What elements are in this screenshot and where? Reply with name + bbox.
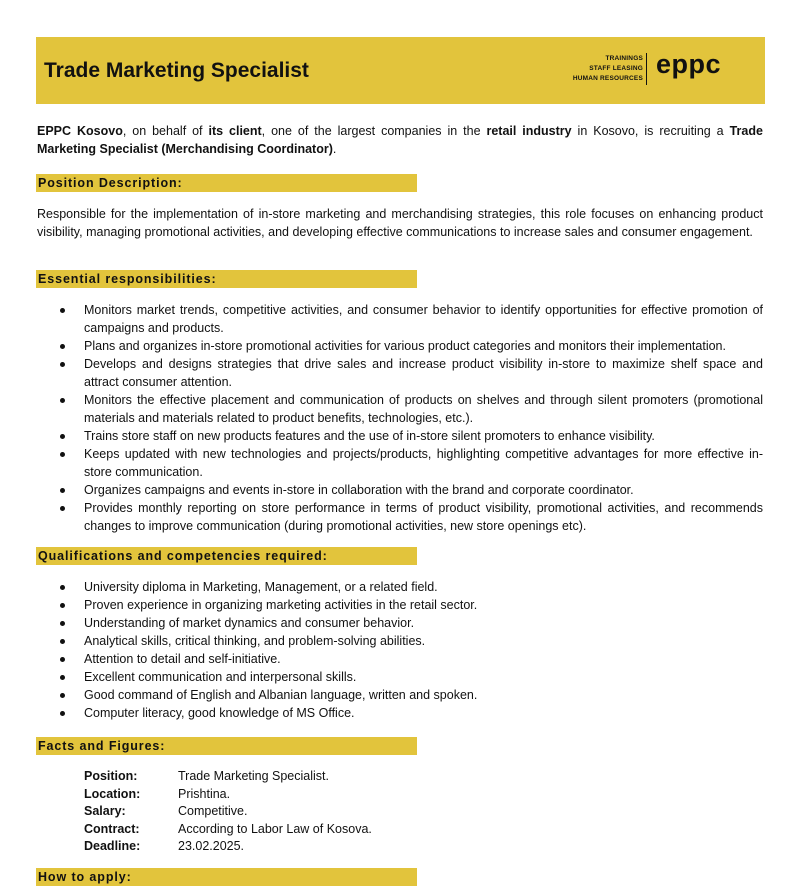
- fact-label: Deadline:: [84, 839, 141, 854]
- intro-text-4: .: [332, 142, 337, 156]
- fact-label: Position:: [84, 769, 138, 783]
- list-item: Plans and organizes in-store promotional activities for various product categories and monitors their implementation.: [37, 337, 763, 355]
- section-how-to-apply: How to apply:: [36, 868, 417, 886]
- fact-value: Prishtina.: [178, 786, 231, 801]
- list-item: Monitors market trends, competitive activities, and consumer behavior to identify opportunities for effective promotion of campaigns and products.: [37, 301, 763, 337]
- fact-row-position: [84, 768, 372, 786]
- fact-value: According to Labor Law of Kosova.: [178, 821, 372, 836]
- fact-label: Location:: [84, 786, 141, 801]
- section-essential-responsibilities: Essential responsibilities:: [36, 270, 417, 288]
- list-item: Monitors the effective placement and communication of products on shelves and through silent promoters (promotional materials and materials related to product benefits, technologies, etc.).: [37, 391, 763, 427]
- list-item: Trains store staff on new products features and the use of in-store silent promoters to enhance visibility.: [37, 427, 763, 445]
- logo-taglines: [573, 54, 643, 84]
- list-item: Proven experience in organizing marketing activities in the retail sector.: [37, 596, 763, 614]
- facts-table: [84, 768, 372, 856]
- responsibilities-list: [37, 301, 763, 535]
- list-item: Excellent communication and interpersonal skills.: [37, 668, 763, 686]
- logo-tag-human-resources: HUMAN RESOURCES: [572, 75, 643, 82]
- intro-text-1: , on behalf of: [122, 124, 209, 138]
- fact-value: Trade Marketing Specialist.: [178, 769, 329, 783]
- fact-row-deadline: [84, 838, 372, 856]
- list-item: Analytical skills, critical thinking, and problem-solving abilities.: [37, 632, 763, 650]
- logo-tag-staff-leasing: STAFF LEASING: [589, 65, 643, 72]
- section-qualifications: Qualifications and competencies required:: [36, 547, 417, 565]
- fact-row-salary: [84, 803, 372, 821]
- fact-value: Competitive.: [178, 804, 248, 819]
- list-item: University diploma in Marketing, Management, or a related field.: [37, 578, 763, 596]
- fact-row-location: [84, 786, 372, 804]
- fact-label: Contract:: [84, 821, 140, 836]
- list-item: Computer literacy, good knowledge of MS Office.: [37, 704, 763, 722]
- list-item: Provides monthly reporting on store performance in terms of product visibility, promotional activities, and recommends changes to improve communication (during promotional activities, new store openings etc).: [37, 499, 763, 535]
- fact-label: Salary:: [84, 804, 126, 819]
- intro-role: Trade Marketing Specialist (Merchandising Coordinator): [37, 124, 763, 156]
- qualifications-list: [37, 578, 763, 722]
- list-item: Attention to detail and self-initiative.: [37, 650, 763, 668]
- intro-company: EPPC Kosovo: [37, 124, 123, 138]
- intro-text-3: in Kosovo, is recruiting a: [571, 124, 730, 138]
- header-banner: [36, 37, 765, 104]
- list-item: Develops and designs strategies that drive sales and increase product visibility in-store to maximize shelf space and attract consumer attention.: [37, 355, 763, 391]
- fact-row-contract: [84, 821, 372, 839]
- eppc-logo: eppc: [655, 49, 721, 79]
- list-item: Organizes campaigns and events in-store in collaboration with the brand and corporate coordinator.: [37, 481, 763, 499]
- list-item: Good command of English and Albanian language, written and spoken.: [37, 686, 763, 704]
- logo-tag-trainings: TRAININGS: [605, 55, 643, 62]
- section-facts-and-figures: Facts and Figures:: [36, 737, 417, 755]
- list-item: Understanding of market dynamics and consumer behavior.: [37, 614, 763, 632]
- fact-value: 23.02.2025.: [178, 839, 245, 854]
- page-title: Trade Marketing Specialist: [44, 59, 309, 82]
- intro-paragraph: [37, 122, 763, 158]
- logo-divider: [646, 53, 648, 85]
- section-position-description: Position Description:: [36, 174, 417, 192]
- position-description-text: Responsible for the implementation of in-store marketing and merchandising strategies, this role focuses on enhancing product visibility, managing promotional activities, and developing effective communications to increase sales and consumer engagement.: [37, 207, 763, 239]
- intro-industry: retail industry: [486, 124, 572, 138]
- list-item: Keeps updated with new technologies and projects/products, highlighting competitive advantages for more effective in-store communication.: [37, 445, 763, 481]
- intro-client: its client: [208, 124, 262, 138]
- intro-text-2: , one of the largest companies in the: [261, 124, 487, 138]
